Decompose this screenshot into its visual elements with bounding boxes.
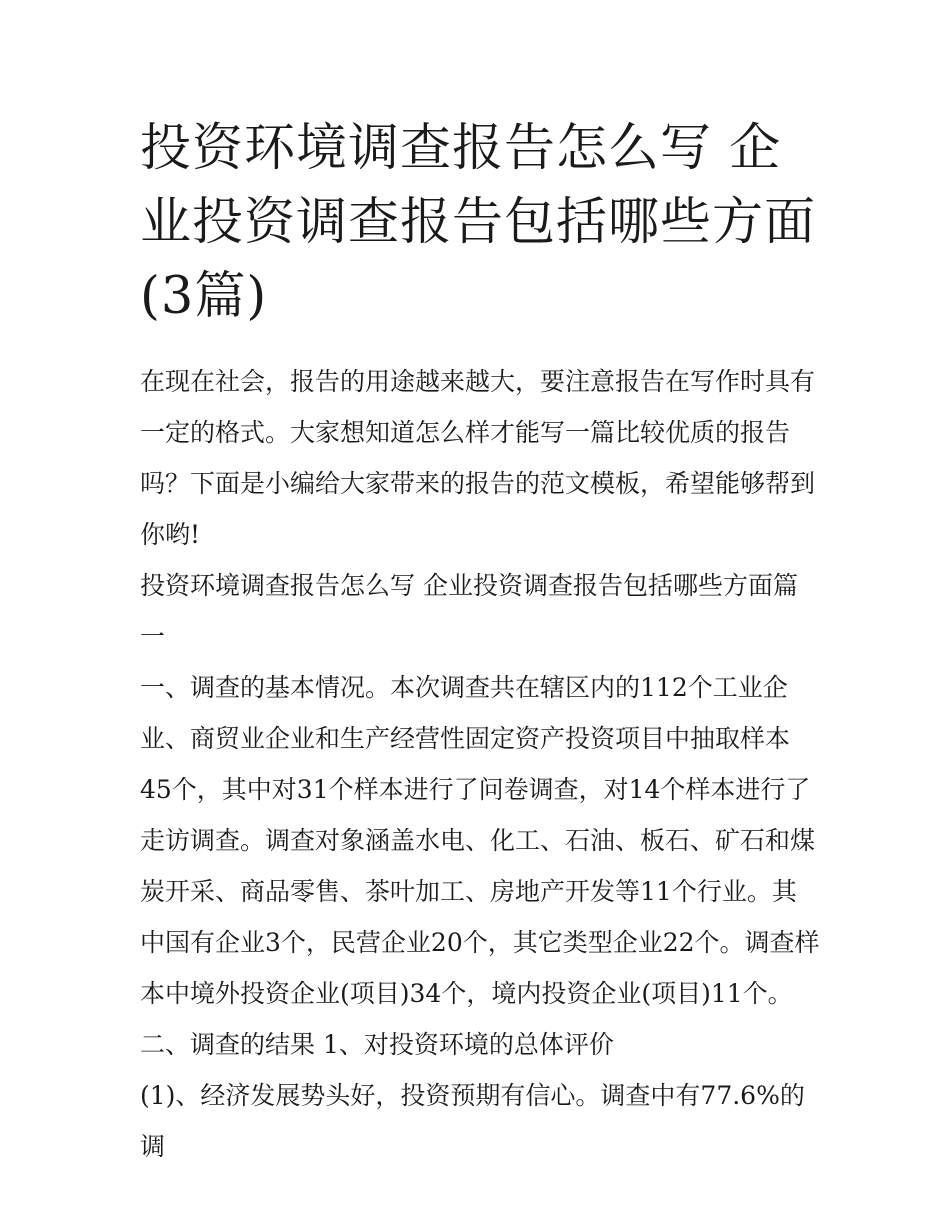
document-title: 投资环境调查报告怎么写 企业投资调查报告包括哪些方面(3篇) <box>140 119 817 326</box>
body-paragraph: (1)、经济发展势头好，投资预期有信心。调查中有77.6%的调 <box>140 1081 805 1161</box>
results-heading: 二、调查的结果 1、对投资环境的总体评价 <box>140 1030 614 1059</box>
document-body <box>140 356 820 1172</box>
intro-paragraph: 在现在社会，报告的用途越来越大，要注意报告在写作时具有一定的格式。大家想知道怎么样才能写一篇比较优质的报告吗？下面是小编给大家带来的报告的范文模板，希望能够帮到你哟! <box>140 367 816 549</box>
section-heading: 投资环境调查报告怎么写 企业投资调查报告包括哪些方面篇一 <box>140 571 798 651</box>
body-paragraph: 一、调查的基本情况。本次调查共在辖区内的112个工业企业、商贸业企业和生产经营性固定资产投资项目中抽取样本45个，其中对31个样本进行了问卷调查，对14个样本进行了走访调查。调查对象涵盖水电、化工、石油、板石、矿石和煤炭开采、商品零售、茶叶加工、房地产开发等11个行业。其中国有企业3个，民营企业20个，其它类型企业22个。调查样本中境外投资企业(项目)34个，境内投资企业(项目)11个。 <box>140 673 820 1008</box>
